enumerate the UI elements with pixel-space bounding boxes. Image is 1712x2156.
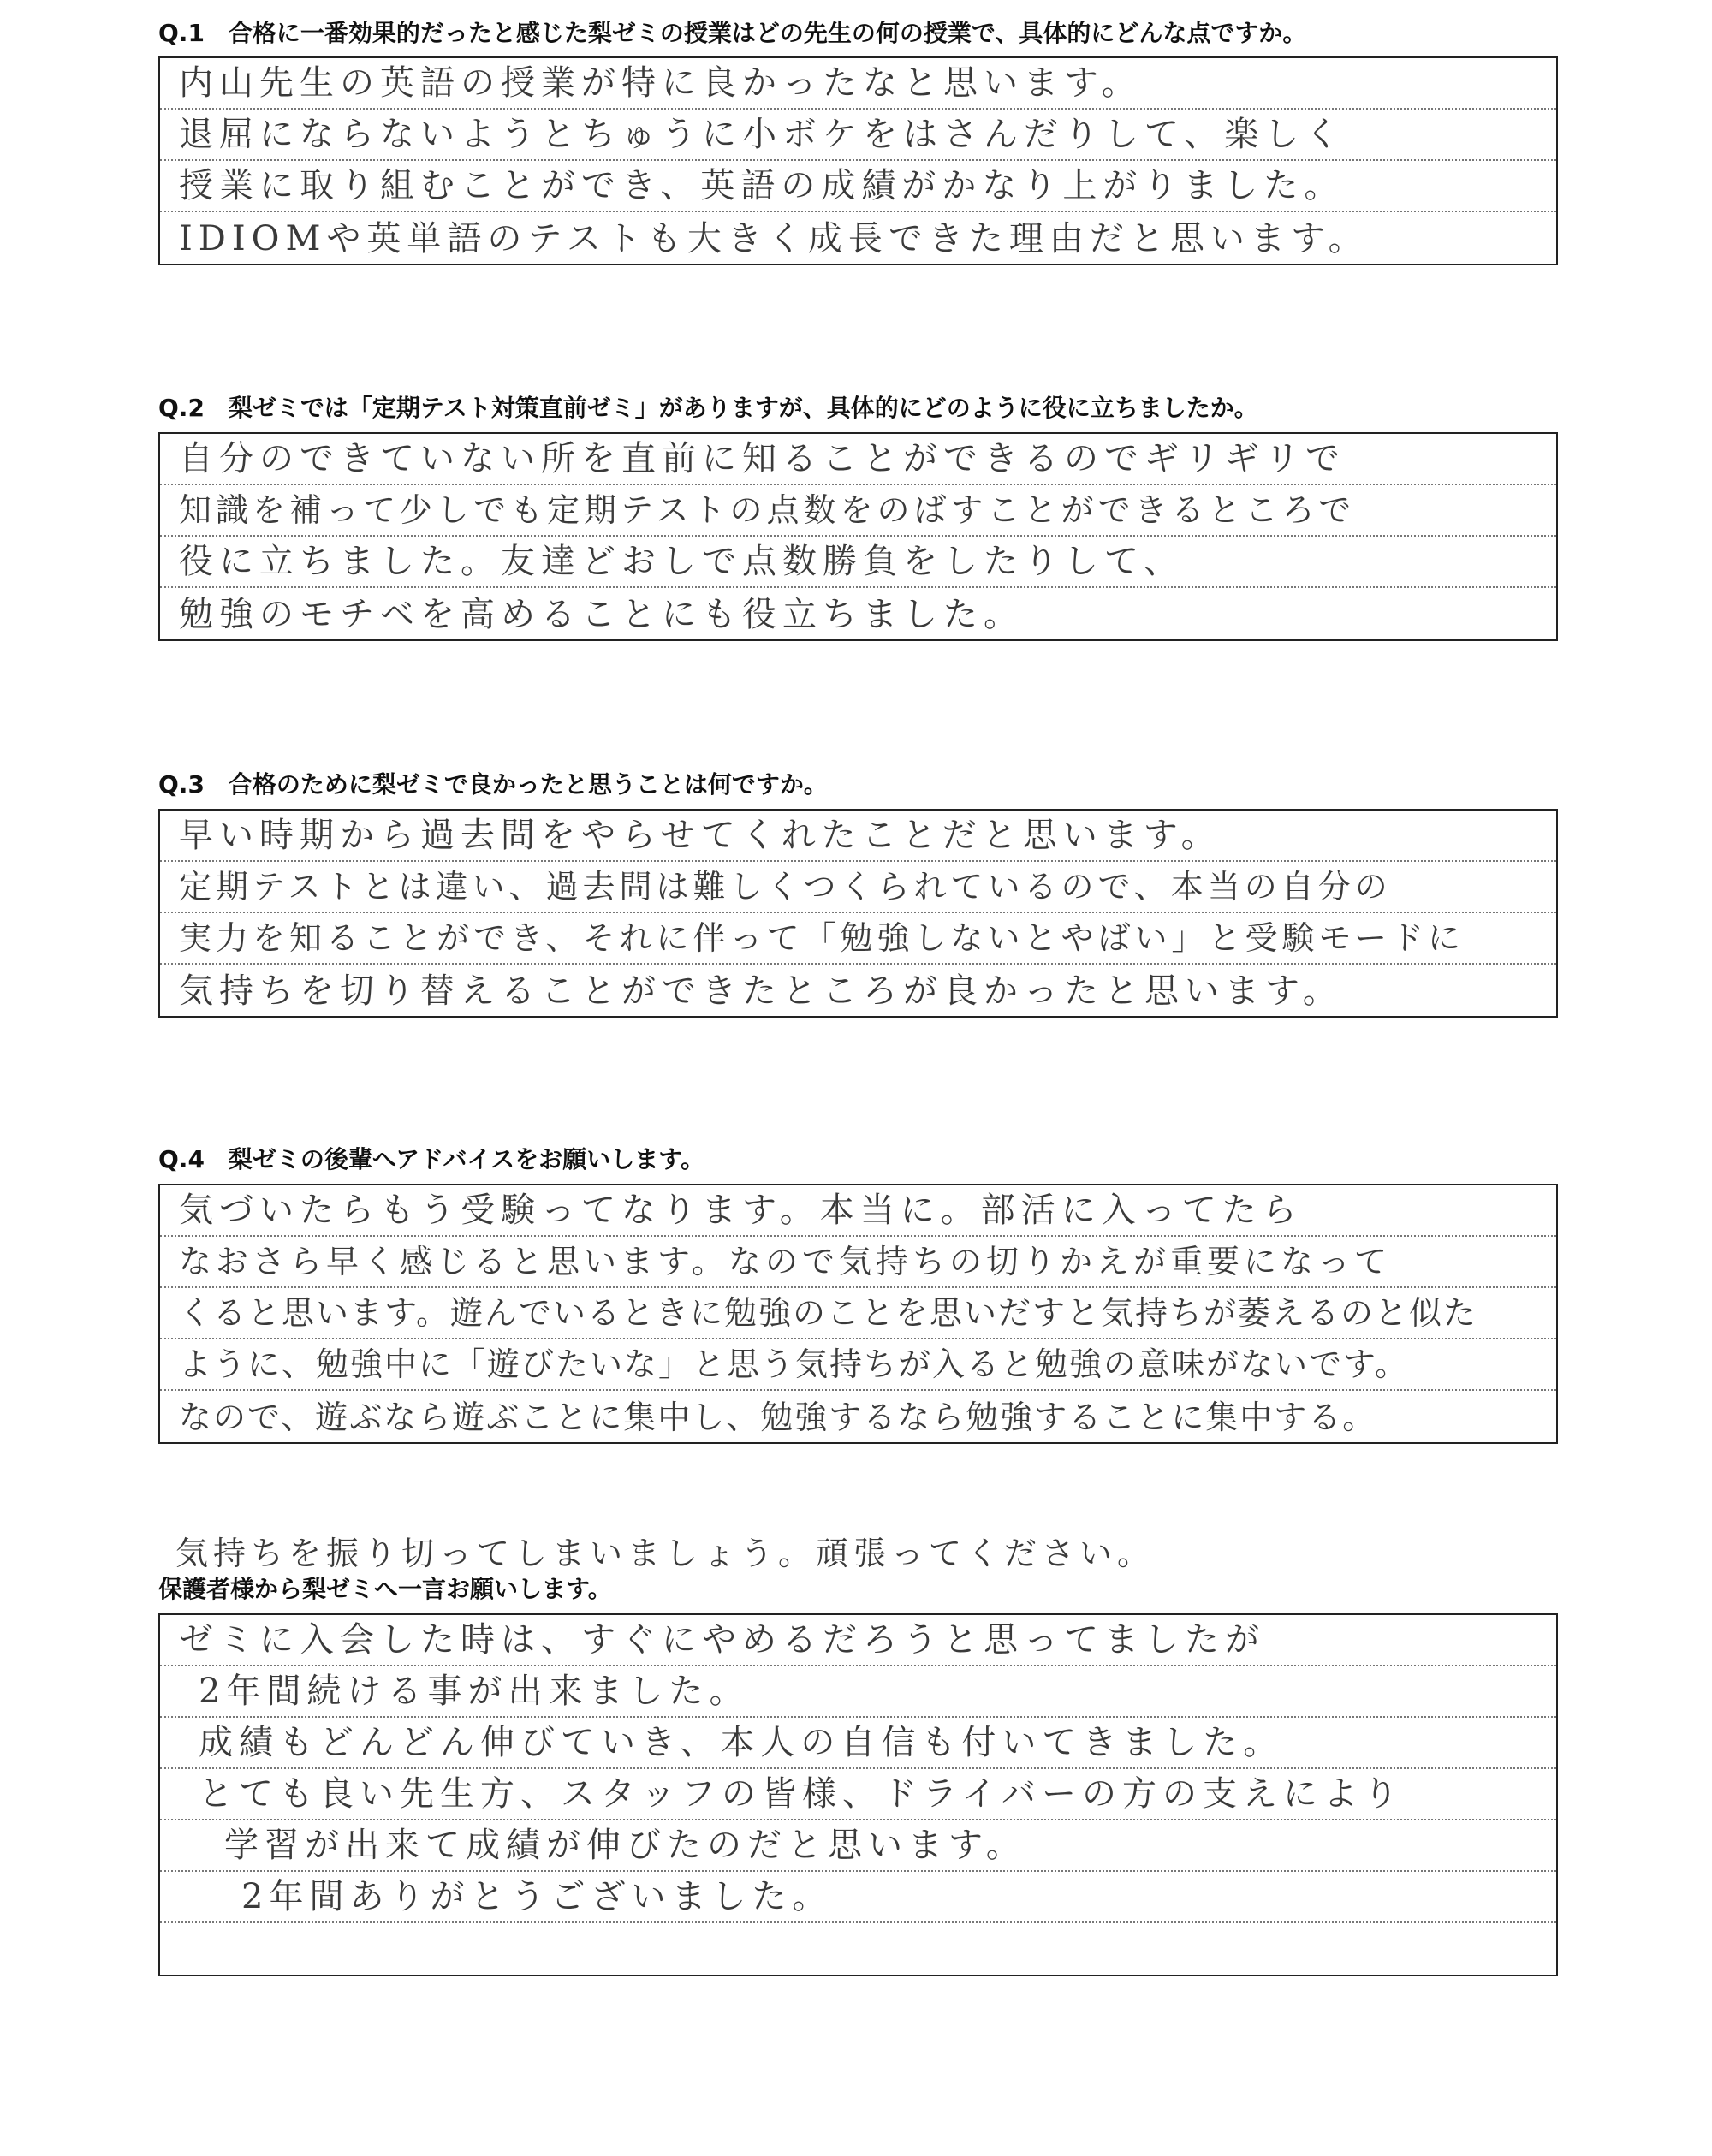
answer-box-2 [158, 432, 1558, 641]
answer-line [160, 1923, 1556, 1975]
answer-line [160, 965, 1556, 1016]
handwritten-text: 2年間続ける事が出来ました。 [199, 1672, 750, 1711]
answer-line [160, 1391, 1556, 1442]
handwritten-text: 役に立ちました。友達どおしで点数勝負をしたりして、 [179, 542, 1185, 581]
question-4-heading: Q.4 梨ゼミの後輩へアドバイスをお願いします。 [158, 1145, 705, 1173]
answer-line [160, 811, 1556, 862]
answer-line [160, 434, 1556, 485]
question-2-heading: Q.2 梨ゼミでは「定期テスト対策直前ゼミ」がありますが、具体的にどのように役に立ちましたか。 [158, 394, 1258, 422]
handwritten-text: くると思います。遊んでいるときに勉強のことを思いだすと気持ちが萎えるのと似た [179, 1294, 1477, 1332]
answer-box-4 [158, 1184, 1558, 1444]
handwritten-text: ように、勉強中に「遊びたいな」と思う気持ちが入ると勉強の意味がないです。 [179, 1345, 1409, 1383]
handwritten-text: なおさら早く感じると思います。なので気持ちの切りかえが重要になって [179, 1243, 1391, 1280]
handwritten-text: 2年間ありがとうございました。 [241, 1877, 833, 1916]
handwritten-text: 気づいたらもう受験ってなります。本当に。部活に入ってたら [179, 1191, 1303, 1230]
answer-line [160, 1718, 1556, 1769]
answer-line [160, 1185, 1556, 1237]
question-3-heading: Q.3 合格のために梨ゼミで良かったと思うことは何ですか。 [158, 770, 828, 799]
answer-line [160, 913, 1556, 965]
handwritten-text: 授業に取り組むことができ、英語の成績がかなり上がりました。 [179, 166, 1345, 205]
answer-line [160, 588, 1556, 639]
answer-line [160, 1872, 1556, 1923]
question-1-heading: Q.1 合格に一番効果的だったと感じた梨ゼミの授業はどの先生の何の授業で、具体的にどんな点ですか。 [158, 19, 1307, 47]
answer-line [160, 1615, 1556, 1666]
handwritten-text: 知識を補って少しでも定期テストの点数をのばすことができるところで [179, 491, 1356, 529]
parent-comment-heading: 保護者様から梨ゼミへ一言お願いします。 [158, 1575, 612, 1603]
answer-box-1 [158, 56, 1558, 265]
handwritten-text: とても良い先生方、スタッフの皆様、ドライバーの方の支えにより [199, 1774, 1404, 1814]
handwritten-text: ゼミに入会した時は、すぐにやめるだろうと思ってましたが [179, 1620, 1265, 1660]
answer-line [160, 58, 1556, 110]
answer-line [160, 212, 1556, 264]
handwritten-text: 内山先生の英語の授業が特に良かったなと思います。 [179, 63, 1142, 103]
handwritten-text: 退屈にならないようとちゅうに小ボケをはさんだりして、楽しく [179, 115, 1346, 154]
handwritten-text: 早い時期から過去問をやらせてくれたことだと思います。 [179, 816, 1222, 855]
answer-line [160, 1769, 1556, 1820]
answer-line [160, 1237, 1556, 1288]
overflow-handwritten-text: 気持ちを振り切ってしまいましょう。頑張ってください。 [175, 1535, 1156, 1572]
handwritten-text: 自分のできていない所を直前に知ることができるのでギリギリで [179, 439, 1346, 478]
answer-line [160, 485, 1556, 537]
handwritten-text: なので、遊ぶなら遊ぶことに集中し、勉強するなら勉強することに集中する。 [179, 1399, 1377, 1436]
handwritten-text: 定期テストとは違い、過去問は難しくつくられているので、本当の自分の [179, 868, 1392, 906]
answer-line [160, 862, 1556, 913]
handwritten-text: 学習が出来て成績が伸びたのだと思います。 [224, 1826, 1026, 1865]
answer-line [160, 1339, 1556, 1391]
answer-box-3 [158, 809, 1558, 1018]
handwritten-text: 実力を知ることができ、それに伴って「勉強しないとやばい」と受験モードに [179, 919, 1465, 957]
handwritten-text: 成績もどんどん伸びていき、本人の自信も付いてきました。 [199, 1723, 1284, 1762]
answer-line [160, 161, 1556, 212]
answer-box-parent [158, 1613, 1558, 1976]
answer-line [160, 110, 1556, 161]
answer-line [160, 1666, 1556, 1718]
answer-line [160, 1288, 1556, 1339]
handwritten-text: IDIOMや英単語のテストも大きく成長できた理由だと思います。 [179, 219, 1369, 258]
handwritten-text: 気持ちを切り替えることができたところが良かったと思います。 [179, 971, 1343, 1011]
answer-line [160, 1820, 1556, 1872]
answer-line [160, 537, 1556, 588]
handwritten-text: 勉強のモチベを高めることにも役立ちました。 [179, 595, 1024, 634]
